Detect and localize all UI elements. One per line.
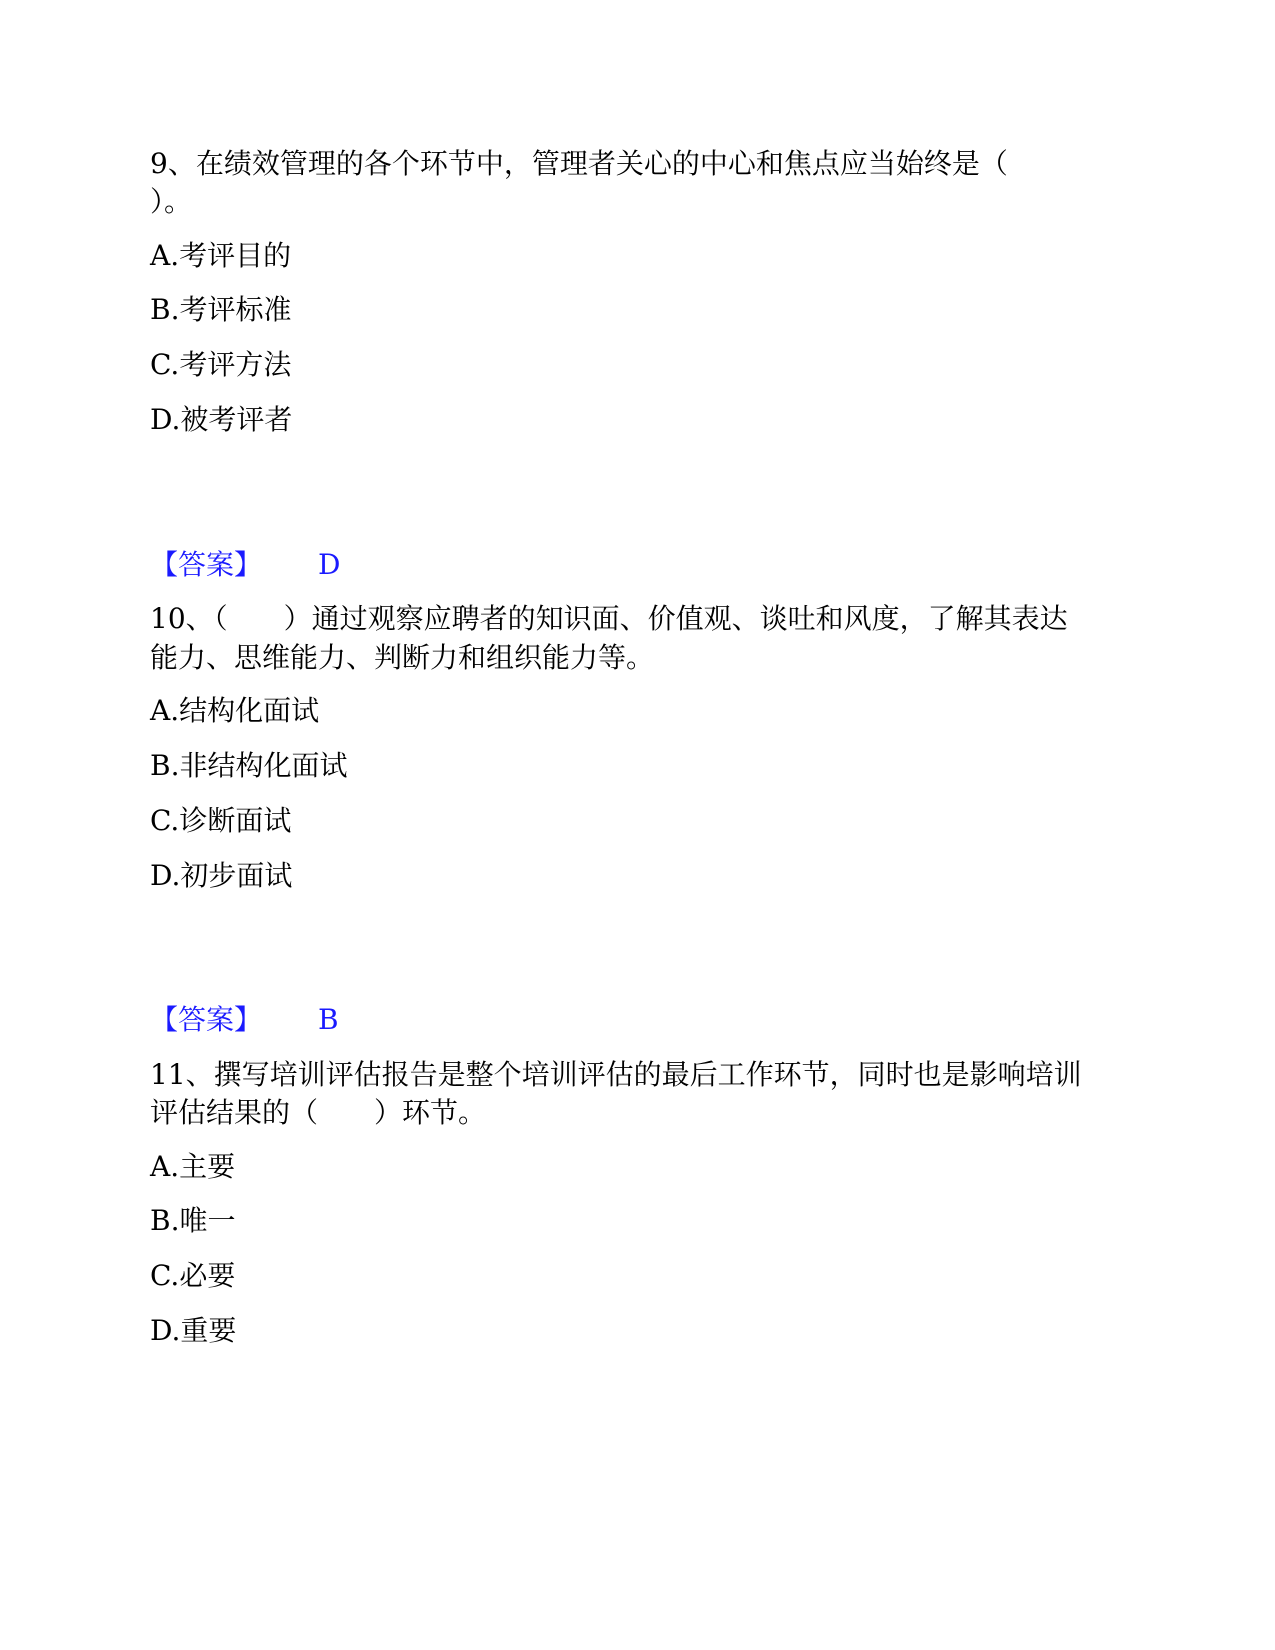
question-11-line-1: 11、撰写培训评估报告是整个培训评估的最后工作环节，同时也是影响培训 xyxy=(150,1058,1082,1091)
question-10-option-d: D.初步面试 xyxy=(150,859,293,892)
question-11-option-a: A.主要 xyxy=(150,1150,236,1183)
question-9-line-1: 9、在绩效管理的各个环节中，管理者关心的中心和焦点应当始终是（ xyxy=(150,147,1008,180)
question-9-option-a: A.考评目的 xyxy=(150,239,292,272)
answer-label: 【答案】 xyxy=(150,548,263,581)
question-10-line-2: 能力、思维能力、判断力和组织能力等。 xyxy=(150,641,655,674)
question-11-option-c: C.必要 xyxy=(150,1259,236,1292)
question-9-option-c: C.考评方法 xyxy=(150,348,292,381)
question-11-line-2: 评估结果的（ ）环节。 xyxy=(150,1096,487,1129)
question-9-option-d: D.被考评者 xyxy=(150,403,293,436)
question-10-answer xyxy=(150,1002,339,1038)
question-9-option-b: B.考评标准 xyxy=(150,293,292,326)
question-11-option-b: B.唯一 xyxy=(150,1204,236,1237)
answer-value: D xyxy=(318,548,341,581)
question-9-line-2: ）。 xyxy=(150,185,193,218)
question-10-option-a: A.结构化面试 xyxy=(150,694,320,727)
question-9-answer xyxy=(150,547,340,583)
question-10-line-1: 10、（ ）通过观察应聘者的知识面、价值观、谈吐和风度，了解其表达 xyxy=(150,602,1068,635)
question-10-option-c: C.诊断面试 xyxy=(150,804,292,837)
answer-label: 【答案】 xyxy=(150,1003,263,1036)
answer-value: B xyxy=(318,1003,339,1036)
question-11-option-d: D.重要 xyxy=(150,1314,237,1347)
question-10-option-b: B.非结构化面试 xyxy=(150,749,348,782)
